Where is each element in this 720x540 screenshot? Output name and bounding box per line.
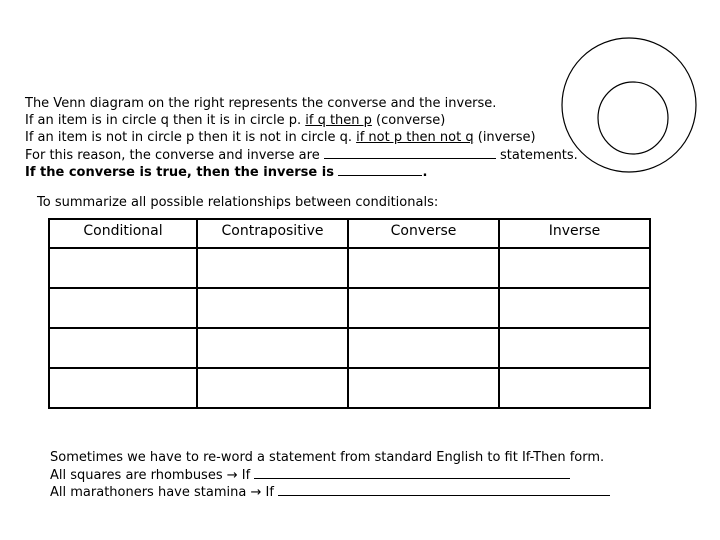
intro-line-2 <box>25 113 445 129</box>
intro-line-4-pre: For this reason, the converse and inverse are <box>25 148 324 163</box>
reword-line-2-post: If <box>237 468 255 483</box>
table-cell[interactable] <box>499 328 650 368</box>
right-arrow-icon: → <box>250 485 262 500</box>
blank-statement-type[interactable] <box>324 147 496 159</box>
table-cell[interactable] <box>197 328 348 368</box>
reword-line-3-pre: All marathoners have stamina <box>50 485 251 500</box>
table-row <box>49 368 650 408</box>
circle-p <box>562 38 696 172</box>
table-cell[interactable] <box>348 368 499 408</box>
table-row <box>49 288 650 328</box>
reword-line-2-pre: All squares are rhombuses <box>50 468 227 483</box>
table-cell[interactable] <box>49 328 197 368</box>
table-cell[interactable] <box>499 368 650 408</box>
header-conditional: Conditional <box>49 219 197 248</box>
table-header-row <box>49 219 650 248</box>
header-converse: Converse <box>348 219 499 248</box>
intro-line-3-pre: If an item is not in circle p then it is not in circle q. <box>25 130 357 145</box>
inverse-statement: if not p then not q <box>356 130 474 145</box>
intro-line-4 <box>25 147 578 164</box>
table-cell[interactable] <box>348 288 499 328</box>
intro-line-2-pre: If an item is in circle q then it is in circle p. <box>25 113 306 128</box>
header-inverse: Inverse <box>499 219 650 248</box>
converse-statement: if q then p <box>305 113 372 128</box>
intro-line-5-post: . <box>422 165 428 180</box>
table-cell[interactable] <box>197 248 348 288</box>
intro-line-3-post: (inverse) <box>473 130 536 145</box>
blank-marathoners-if-then[interactable] <box>278 484 610 496</box>
right-arrow-icon: → <box>226 468 238 483</box>
reword-line-1-text: Sometimes we have to re-word a statement from standard English to fit If-Then form. <box>50 450 605 465</box>
intro-line-5 <box>25 164 427 181</box>
intro-line-4-post: statements. <box>495 148 578 163</box>
table-cell[interactable] <box>348 248 499 288</box>
table-cell[interactable] <box>49 248 197 288</box>
reword-line-2 <box>50 467 570 484</box>
intro-line-5-pre: If the converse is true, then the inverse is <box>25 165 339 180</box>
table-cell[interactable] <box>49 368 197 408</box>
summary-intro <box>37 195 438 211</box>
intro-line-2-post: (converse) <box>371 113 446 128</box>
table-row <box>49 328 650 368</box>
table-cell[interactable] <box>348 328 499 368</box>
summary-intro-text: To summarize all possible relationships between conditionals: <box>37 195 439 210</box>
blank-inverse-truth[interactable] <box>338 164 422 176</box>
table-cell[interactable] <box>499 288 650 328</box>
reword-line-3 <box>50 484 610 501</box>
table-cell[interactable] <box>499 248 650 288</box>
reword-line-3-post: If <box>261 485 279 500</box>
blank-squares-if-then[interactable] <box>254 467 570 479</box>
circle-q <box>598 82 668 154</box>
table-cell[interactable] <box>49 288 197 328</box>
intro-line-3 <box>25 130 536 146</box>
intro-line-1-text: The Venn diagram on the right represents the converse and the inverse. <box>25 96 497 111</box>
table-row <box>49 248 650 288</box>
table-cell[interactable] <box>197 368 348 408</box>
table-cell[interactable] <box>197 288 348 328</box>
intro-line-1 <box>25 96 496 112</box>
header-contrapositive: Contrapositive <box>197 219 348 248</box>
reword-line-1 <box>50 450 604 466</box>
summary-table <box>48 218 651 409</box>
